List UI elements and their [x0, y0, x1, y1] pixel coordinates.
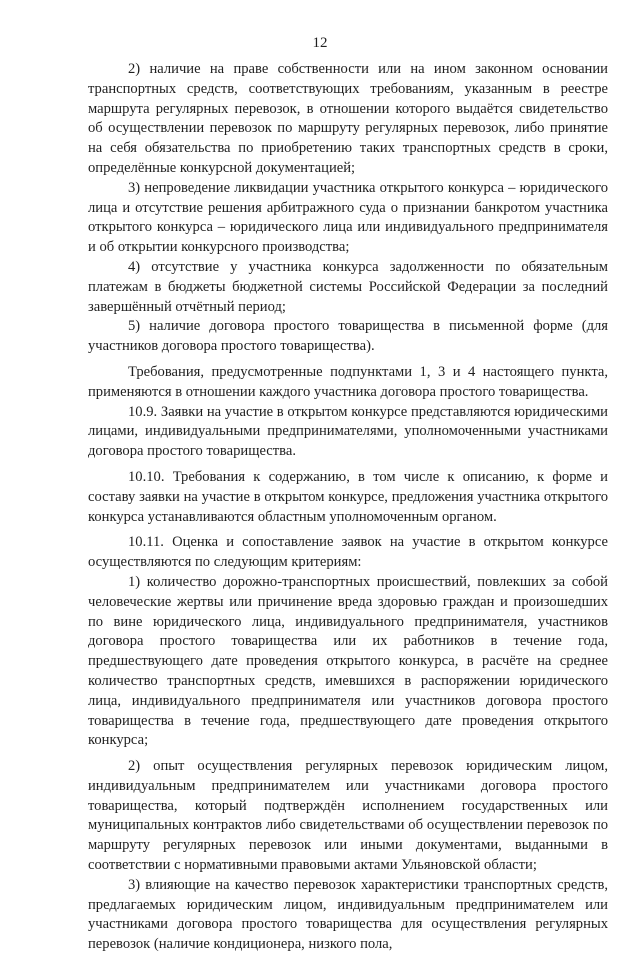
paragraph-criterion-3: 3) влияющие на качество перевозок характеристики транспортных средств, предлагаемых юридическим лицом, индивидуальным предпринимателем или участниками договора простого товарищества для осуществления регулярных перевозок (наличие кондиционера, низкого пола,: [88, 876, 608, 953]
document-body: [88, 60, 608, 955]
page-number: 12: [312, 35, 328, 51]
paragraph-10-11: 10.11. Оценка и сопоставление заявок на участие в открытом конкурсе осуществляются по следующим критериям:: [88, 534, 608, 571]
paragraph-item-2-ownership: 2) наличие на праве собственности или на ином законном основании транспортных средств, соответствующих требованиям, указанным в реестре маршрута регулярных перевозок, в отношении которого выдаётся свидетельство об осуществлении перевозок по маршруту регулярных перевозок, либо принятие на себя обязательства по приобретению таких транспортных средств в сроки, определённые конкурсной документацией;: [88, 61, 608, 176]
paragraph-10-10: 10.10. Требования к содержанию, в том числе к описанию, к форме и составу заявки на участие в открытом конкурсе, предложения участника открытого конкурса устанавливаются областным уполномоченным органом.: [88, 468, 608, 525]
paragraph-item-4-no-debt: 4) отсутствие у участника конкурса задолженности по обязательным платежам в бюджеты бюджетной системы Российской Федерации за последний завершённый отчётный период;: [88, 258, 608, 315]
paragraph-item-5-partnership-contract: 5) наличие договора простого товарищества в письменной форме (для участников договора простого товарищества).: [88, 318, 608, 355]
paragraph-requirements-note: Требования, предусмотренные подпунктами 1, 3 и 4 настоящего пункта, применяются в отношении каждого участника договора простого товарищества.: [88, 363, 608, 400]
paragraph-item-3-no-liquidation: 3) непроведение ликвидации участника открытого конкурса – юридического лица и отсутствие решения арбитражного суда о признании банкротом участника открытого конкурса – юридического лица или индивидуального предпринимателя и об открытии конкурсного производства;: [88, 179, 608, 256]
paragraph-criterion-1: 1) количество дорожно-транспортных происшествий, повлекших за собой человеческие жертвы или причинение вреда здоровью граждан и произошедших по вине юридического лица, индивидуального предпринимателя, участников договора простого товарищества или их работников в течение года, предшествующего дате проведения открытого конкурса, в расчёте на среднее количество транспортных средств, имевшихся в распоряжении юридического лица, индивидуального предпринимателя или участников договора простого товарищества в течение года, предшествующего дате проведения открытого конкурса;: [88, 573, 608, 749]
paragraph-criterion-2: 2) опыт осуществления регулярных перевозок юридическим лицом, индивидуальным предпринимателем или участниками договора простого товарищества, который подтверждён исполнением государственных или муниципальных контрактов либо свидетельствами об осуществлении перевозок по маршруту регулярных перевозок или иными документами, выданными в соответствии с нормативными правовыми актами Ульяновской области;: [88, 758, 608, 874]
paragraph-10-9: 10.9. Заявки на участие в открытом конкурсе представляются юридическими лицами, индивидуальными предпринимателями, уполномоченными участниками договора простого товарищества.: [88, 403, 608, 460]
